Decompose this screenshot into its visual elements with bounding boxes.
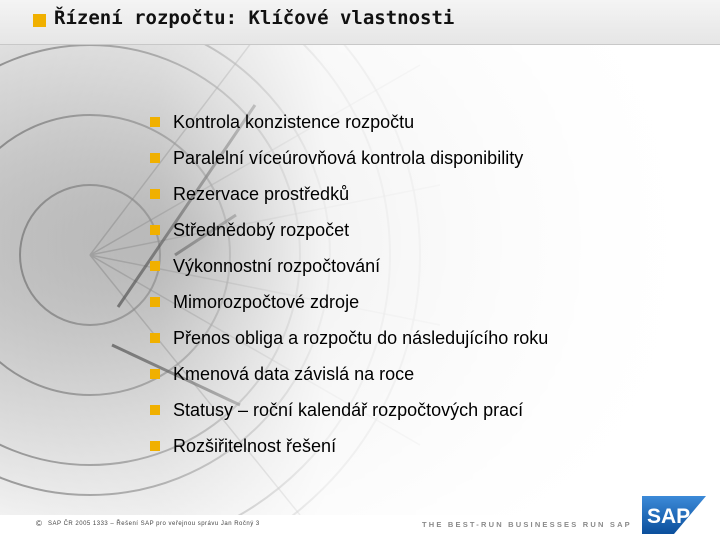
list-item	[148, 176, 548, 212]
list-item	[148, 428, 548, 464]
bullet-text: Přenos obliga a rozpočtu do následujícího roku	[173, 328, 549, 348]
bullet-text: Kmenová data závislá na roce	[173, 364, 415, 384]
list-item	[148, 356, 548, 392]
bullet-square-icon	[150, 225, 160, 235]
bullet-square-icon	[150, 189, 160, 199]
list-item	[148, 140, 548, 176]
list-item	[148, 212, 548, 248]
sap-logo	[642, 496, 706, 534]
footer-tagline: THE BEST-RUN BUSINESSES RUN SAP	[422, 520, 632, 529]
bullet-list	[148, 104, 548, 464]
sap-logo-text: SAP	[647, 505, 691, 528]
list-item	[148, 248, 548, 284]
bullet-square-icon	[150, 261, 160, 271]
bullet-square-icon	[150, 297, 160, 307]
bullet-square-icon	[150, 117, 160, 127]
bullet-text: Rozšiřitelnost řešení	[173, 436, 337, 456]
list-item	[148, 104, 548, 140]
bullet-text: Mimorozpočtové zdroje	[173, 292, 360, 312]
bullet-square-icon	[150, 405, 160, 415]
bullet-text: Střednědobý rozpočet	[173, 220, 350, 240]
slide-title: Řízení rozpočtu: Klíčové vlastnosti	[54, 7, 455, 29]
list-item	[148, 320, 548, 356]
bullet-square-icon	[150, 153, 160, 163]
copyright-icon: ©	[36, 519, 42, 528]
bullet-square-icon	[150, 333, 160, 343]
list-item	[148, 284, 548, 320]
bullet-text: Paralelní víceúrovňová kontrola disponibility	[173, 148, 524, 168]
list-item	[148, 392, 548, 428]
bullet-text: Výkonnostní rozpočtování	[173, 256, 381, 276]
title-square-icon	[33, 14, 46, 27]
bullet-text: Statusy – roční kalendář rozpočtových prací	[173, 400, 524, 420]
bullet-text: Kontrola konzistence rozpočtu	[173, 112, 415, 132]
slide-header	[0, 0, 720, 45]
bullet-text: Rezervace prostředků	[173, 184, 350, 204]
footer-text: SAP ČR 2005 1333 – Řešení SAP pro veřejnou správu Jan Ročný 3	[48, 521, 260, 527]
bullet-square-icon	[150, 369, 160, 379]
bullet-square-icon	[150, 441, 160, 451]
